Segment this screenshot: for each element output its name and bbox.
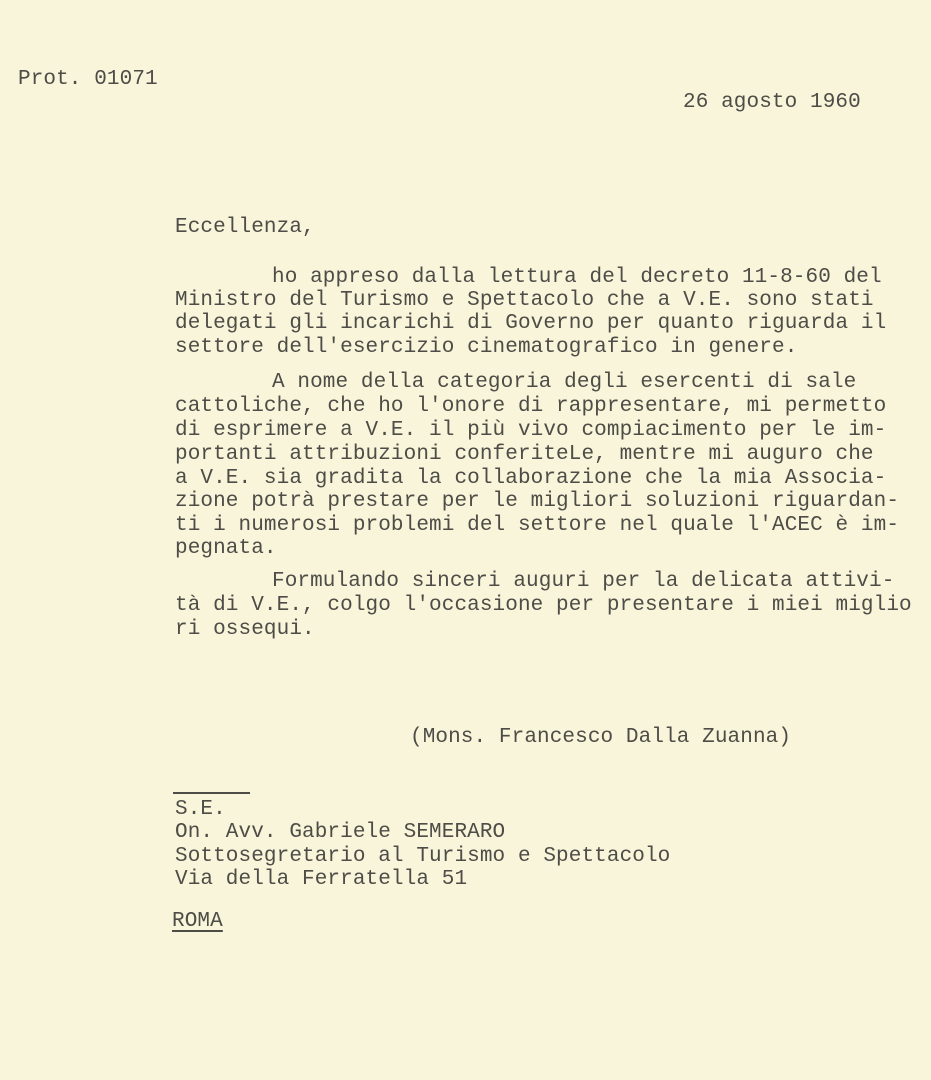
letter-date: 26 agosto 1960 — [683, 91, 861, 114]
text-line: di esprimere a V.E. il più vivo compiacimento per le im- — [175, 419, 887, 442]
text-line: pegnata. — [175, 537, 277, 560]
recipient-street: Via della Ferratella 51 — [175, 868, 468, 891]
signature: (Mons. Francesco Dalla Zuanna) — [410, 726, 792, 749]
text-line: zione potrà prestare per le migliori soluzioni riguardan- — [175, 490, 900, 513]
text-line: ho appreso dalla lettura del decreto 11-8-60 del — [272, 266, 882, 289]
salutation: Eccellenza, — [175, 216, 315, 239]
text-line: tà di V.E., colgo l'occasione per presentare i miei miglio — [175, 594, 912, 617]
divider — [173, 792, 250, 794]
text-line: delegati gli incarichi di Governo per quanto riguarda il — [175, 312, 887, 335]
text-line: A nome della categoria degli esercenti di sale — [272, 371, 857, 394]
recipient-position: Sottosegretario al Turismo e Spettacolo — [175, 845, 671, 868]
text-line: cattoliche, che ho l'onore di rappresentare, mi permetto — [175, 395, 887, 418]
text-line: portanti attribuzioni conferiteLe, mentre mi auguro che — [175, 443, 874, 466]
text-line: Ministro del Turismo e Spettacolo che a V.E. sono stati — [175, 289, 874, 312]
text-line: a V.E. sia gradita la collaborazione che la mia Associa- — [175, 467, 887, 490]
text-line: ri ossequi. — [175, 618, 315, 641]
text-line: ti i numerosi problemi del settore nel quale l'ACEC è im- — [175, 514, 900, 537]
protocol-number: Prot. 01071 — [18, 68, 158, 91]
text-line: Formulando sinceri auguri per la delicata attivi- — [272, 570, 895, 593]
recipient-title: S.E. — [175, 798, 226, 821]
recipient-city: ROMA — [172, 910, 223, 933]
text-line: settore dell'esercizio cinematografico in genere. — [175, 336, 798, 359]
recipient-name: On. Avv. Gabriele SEMERARO — [175, 821, 506, 844]
